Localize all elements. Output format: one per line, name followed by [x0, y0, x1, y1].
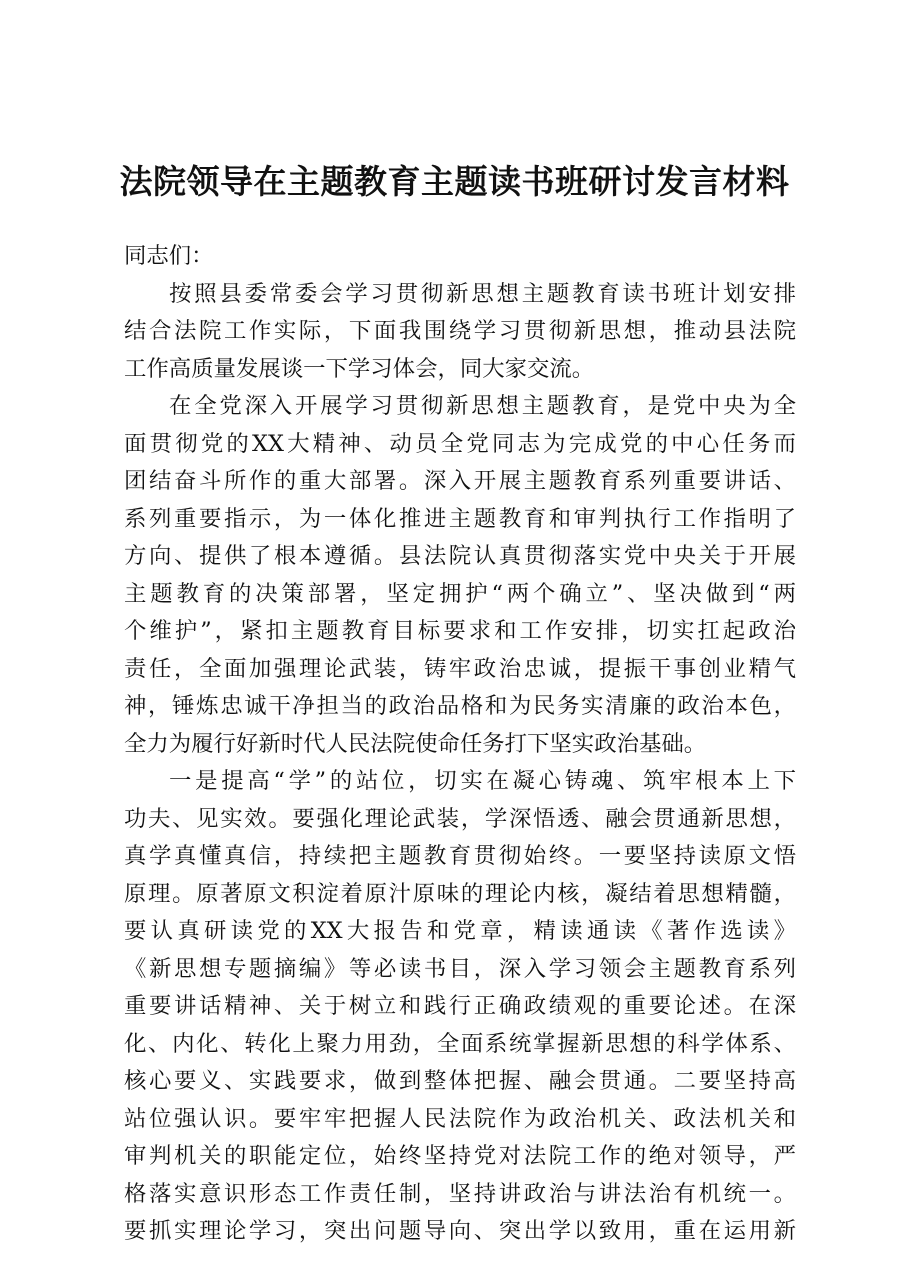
paragraph-2-line-9: 神，锤炼忠诚干净担当的政治品格和为民务实清廉的政治本色，	[124, 693, 796, 719]
paragraph-2-line-10: 全力为履行好新时代人民法院使命任务打下坚实政治基础。	[124, 730, 707, 757]
paragraph-3-line-10: 站位强认识。要牢牢把握人民法院作为政治机关、政法机关和	[124, 1105, 796, 1132]
paragraph-3-line-1: 一是提高“学”的站位，切实在凝心铸魂、筑牢根本上下	[169, 768, 796, 794]
paragraph-3-line-13: 要抓实理论学习，突出问题导向、突出学以致用，重在运用新	[124, 1218, 796, 1244]
paragraph-3-line-8: 化、内化、转化上聚力用劲，全面系统掌握新思想的科学体系、	[124, 1030, 796, 1057]
paragraph-3-line-9: 核心要义、实践要求，做到整体把握、融会贯通。二要坚持高	[124, 1068, 796, 1094]
paragraph-3-line-5: 要认真研读党的XX大报告和党章，精读通读《著作选读》	[124, 918, 796, 944]
paragraph-3-line-2: 功夫、见实效。要强化理论武装，学深悟透、融会贯通新思想，	[124, 805, 796, 832]
paragraph-2-line-8: 责任，全面加强理论武装，铸牢政治忠诚，提振干事创业精气	[124, 655, 796, 682]
paragraph-3-line-4: 原理。原著原文积淀着原汁原味的理论内核，凝结着思想精髓，	[124, 880, 796, 907]
paragraph-2-line-1: 在全党深入开展学习贯彻新思想主题教育，是党中央为全	[169, 393, 796, 419]
greeting: 同志们：	[124, 243, 214, 269]
paragraph-3-line-11: 审判机关的职能定位，始终坚持党对法院工作的绝对领导，严	[124, 1143, 796, 1169]
paragraph-3-line-7: 重要讲话精神、关于树立和践行正确政绩观的重要论述。在深	[124, 993, 796, 1019]
paragraph-1-line-3: 工作高质量发展谈一下学习体会，同大家交流。	[124, 355, 595, 382]
document-title: 法院领导在主题教育主题读书班研讨发言材料	[119, 162, 790, 201]
document-body	[124, 238, 796, 1251]
paragraph-2-line-5: 方向、提供了根本遵循。县法院认真贯彻落实党中央关于开展	[124, 543, 796, 569]
paragraph-1-line-2: 结合法院工作实际，下面我围绕学习贯彻新思想，推动县法院	[124, 318, 796, 344]
paragraph-2-line-6: 主题教育的决策部署，坚定拥护“两个确立”、坚决做到“两	[124, 580, 796, 607]
paragraph-3-line-6: 《新思想专题摘编》等必读书目，深入学习领会主题教育系列	[124, 955, 796, 982]
paragraph-2-line-7: 个维护”，紧扣主题教育目标要求和工作安排，切实扛起政治	[124, 618, 796, 644]
paragraph-3-line-3: 真学真懂真信，持续把主题教育贯彻始终。一要坚持读原文悟	[124, 843, 796, 869]
paragraph-2-line-4: 系列重要指示，为一体化推进主题教育和审判执行工作指明了	[124, 505, 796, 532]
paragraph-3-line-12: 格落实意识形态工作责任制，坚持讲政治与讲法治有机统一。	[124, 1180, 796, 1207]
paragraph-2-line-2: 面贯彻党的XX大精神、动员全党同志为完成党的中心任务而	[124, 430, 796, 457]
paragraph-1-line-1: 按照县委常委会学习贯彻新思想主题教育读书班计划安排	[169, 280, 796, 307]
paragraph-2-line-3: 团结奋斗所作的重大部署。深入开展主题教育系列重要讲话、	[124, 468, 796, 494]
